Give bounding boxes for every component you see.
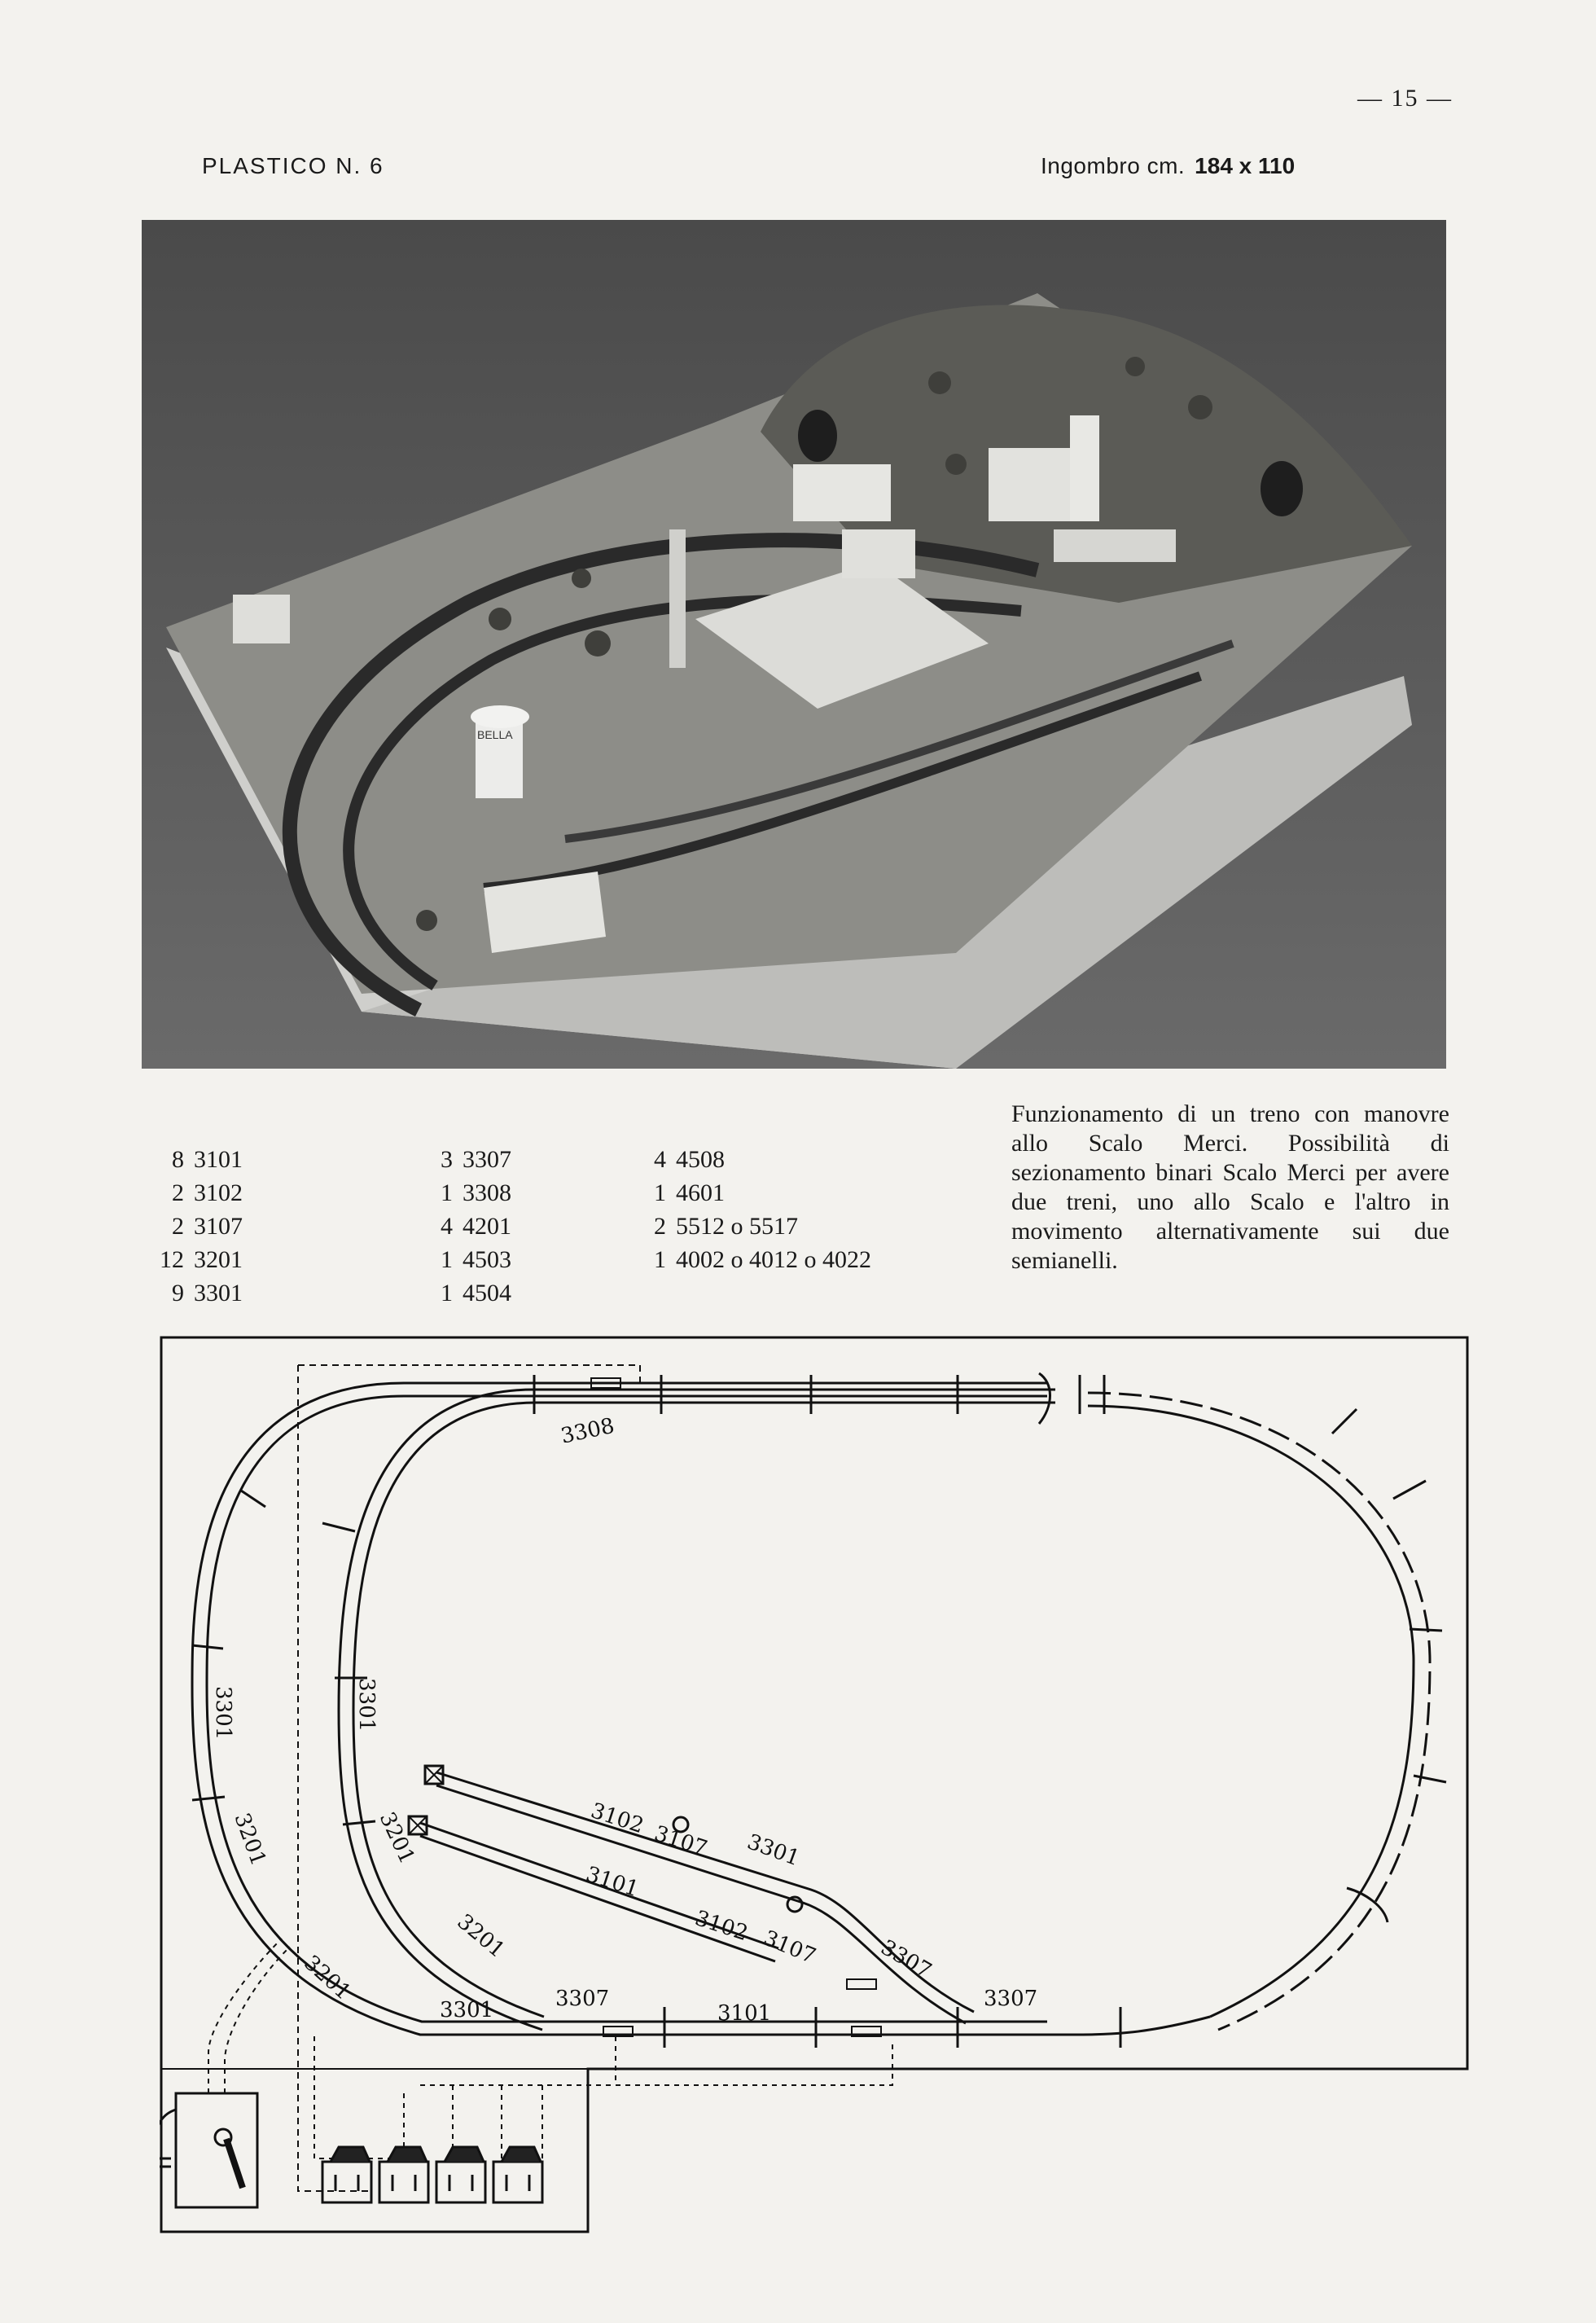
- part-code: 3101: [194, 1146, 243, 1173]
- parts-list-column-3: [627, 1143, 871, 1276]
- part-code: 4504: [463, 1280, 511, 1306]
- label-3102-b: 3102: [691, 1906, 752, 1947]
- right-curve-join: [1047, 2017, 1210, 2035]
- parts-row: [627, 1176, 871, 1210]
- model-title: PLASTICO N. 6: [202, 153, 384, 178]
- label-3308: 3308: [559, 1413, 617, 1449]
- wire: [298, 1365, 640, 1383]
- part-code: 3307: [463, 1146, 511, 1173]
- label-3201-left: 3201: [229, 1810, 271, 1869]
- label-3301-left: 3301: [211, 1686, 235, 1741]
- layout-photo-drawing: [142, 220, 1446, 1069]
- switch-lever-box: [379, 2162, 428, 2202]
- tree: [572, 569, 591, 588]
- part-code: 3102: [194, 1179, 243, 1206]
- outer-loop-rail-b: [207, 1396, 1047, 2022]
- parts-row: [145, 1243, 243, 1276]
- tunnel-left: [798, 410, 837, 462]
- wire: [208, 1939, 282, 2093]
- part-code: 3308: [463, 1179, 511, 1206]
- switch-control-panel: [322, 2147, 542, 2202]
- insulated-joint: [1039, 1373, 1050, 1424]
- tree: [945, 454, 967, 475]
- operation-description: [1011, 1100, 1449, 1276]
- rail-joint-ticks-left: [192, 1491, 375, 1825]
- parts-row: [414, 1276, 511, 1310]
- part-code: 4503: [463, 1246, 511, 1273]
- label-3201-mid: 3201: [452, 1909, 510, 1963]
- tree: [928, 371, 951, 394]
- switch-lever-box: [436, 2162, 485, 2202]
- right-curve-rail-b: [1088, 1406, 1414, 2017]
- part-qty: 1: [654, 1179, 666, 1206]
- wire: [420, 2036, 892, 2085]
- station-building: [793, 464, 891, 521]
- label-3107-b: 3107: [760, 1926, 819, 1970]
- part-qty: 9: [172, 1280, 184, 1306]
- transformer-lever: [226, 2139, 243, 2188]
- parts-row: [145, 1176, 243, 1210]
- track-plan: [160, 1336, 1471, 2235]
- house-row: [1054, 529, 1176, 562]
- part-qty: 2: [172, 1213, 184, 1240]
- part-qty: 8: [172, 1146, 184, 1173]
- small-house: [842, 529, 915, 578]
- switch-lever-box: [493, 2162, 542, 2202]
- layout-photo: [142, 220, 1446, 1069]
- water-tower-sign: BELLA: [477, 728, 513, 741]
- water-tower-top: [471, 705, 529, 728]
- label-3102-a: 3102: [587, 1798, 647, 1839]
- parts-row: [145, 1143, 243, 1176]
- label-3201-inner: 3201: [374, 1808, 419, 1868]
- church-tower: [1070, 415, 1099, 521]
- uncoupler: [847, 1979, 876, 1989]
- tree: [1125, 357, 1145, 376]
- wire: [314, 2036, 404, 2158]
- parts-row: [627, 1243, 871, 1276]
- crossing-house: [233, 595, 290, 643]
- dimensions: [1041, 153, 1295, 179]
- switch-lever-icon: [331, 2147, 541, 2162]
- label-3301-yard: 3301: [743, 1829, 804, 1872]
- part-code: 4201: [463, 1213, 511, 1240]
- label-3307-right: 3307: [984, 1987, 1038, 2011]
- part-code: 4508: [676, 1146, 725, 1173]
- parts-row: [627, 1210, 871, 1243]
- part-code: 5512 o 5517: [676, 1213, 798, 1240]
- parts-row: [414, 1143, 511, 1176]
- label-3107-a: 3107: [651, 1821, 711, 1862]
- description-text: Funzionamento di un treno con manovre allo Scalo Merci. Possibilità di sezionamento binari Scalo Merci per avere due treni, uno allo Scalo e l'altro in movimento alternativamente sui due semianelli.: [1011, 1100, 1449, 1274]
- part-code: 4601: [676, 1179, 725, 1206]
- part-qty: 2: [172, 1179, 184, 1206]
- part-code: 3301: [194, 1280, 243, 1306]
- label-3307-bottom: 3307: [555, 1987, 610, 2011]
- parts-row: [414, 1243, 511, 1276]
- part-qty: 1: [441, 1179, 453, 1206]
- wire: [225, 1947, 290, 2093]
- switch-lever-terminals: [335, 2175, 529, 2191]
- switch-lever-box: [322, 2162, 371, 2202]
- part-qty: 4: [654, 1146, 666, 1173]
- tree: [416, 910, 437, 931]
- label-3101-bottom: 3101: [717, 2001, 772, 2026]
- page-number: — 15 —: [1357, 85, 1453, 112]
- yard-siding-1-b: [436, 1785, 966, 2023]
- rail-joint-ticks-right: [1332, 1409, 1446, 1782]
- part-qty: 2: [654, 1213, 666, 1240]
- part-qty: 1: [441, 1246, 453, 1273]
- part-code: 4002 o 4012 o 4022: [676, 1246, 871, 1273]
- part-qty: 12: [160, 1246, 184, 1273]
- parts-row: [145, 1210, 243, 1243]
- parts-list-column-1: [145, 1143, 243, 1310]
- parts-row: [145, 1276, 243, 1310]
- parts-list-column-2: [414, 1143, 511, 1310]
- part-code: 3107: [194, 1213, 243, 1240]
- part-qty: 1: [654, 1246, 666, 1273]
- outer-loop-rail-a: [192, 1383, 1047, 2035]
- tree: [1188, 395, 1212, 419]
- parts-row: [414, 1176, 511, 1210]
- label-3301-inner: 3301: [354, 1678, 379, 1732]
- tree: [489, 608, 511, 630]
- label-3101-yard: 3101: [582, 1862, 642, 1903]
- part-qty: 4: [441, 1213, 453, 1240]
- transformer-box: [176, 2093, 257, 2207]
- part-qty: 3: [441, 1146, 453, 1173]
- label-3301-bottom: 3301: [440, 1998, 494, 2022]
- label-3201-lower: 3201: [299, 1950, 356, 2005]
- label-3307-mid: 3307: [876, 1935, 936, 1984]
- dimensions-value: 184 x 110: [1195, 153, 1296, 178]
- yard-siding-1-a: [436, 1772, 974, 2012]
- part-qty: 1: [441, 1280, 453, 1306]
- dimensions-label: Ingombro cm.: [1041, 153, 1186, 178]
- tree: [585, 630, 611, 656]
- parts-row: [414, 1210, 511, 1243]
- factory-chimney: [669, 529, 686, 668]
- right-curve-rail-a: [1088, 1393, 1430, 2030]
- part-code: 3201: [194, 1246, 243, 1273]
- tunnel-right: [1261, 461, 1303, 516]
- wire: [298, 1365, 371, 2191]
- parts-row: [627, 1143, 871, 1176]
